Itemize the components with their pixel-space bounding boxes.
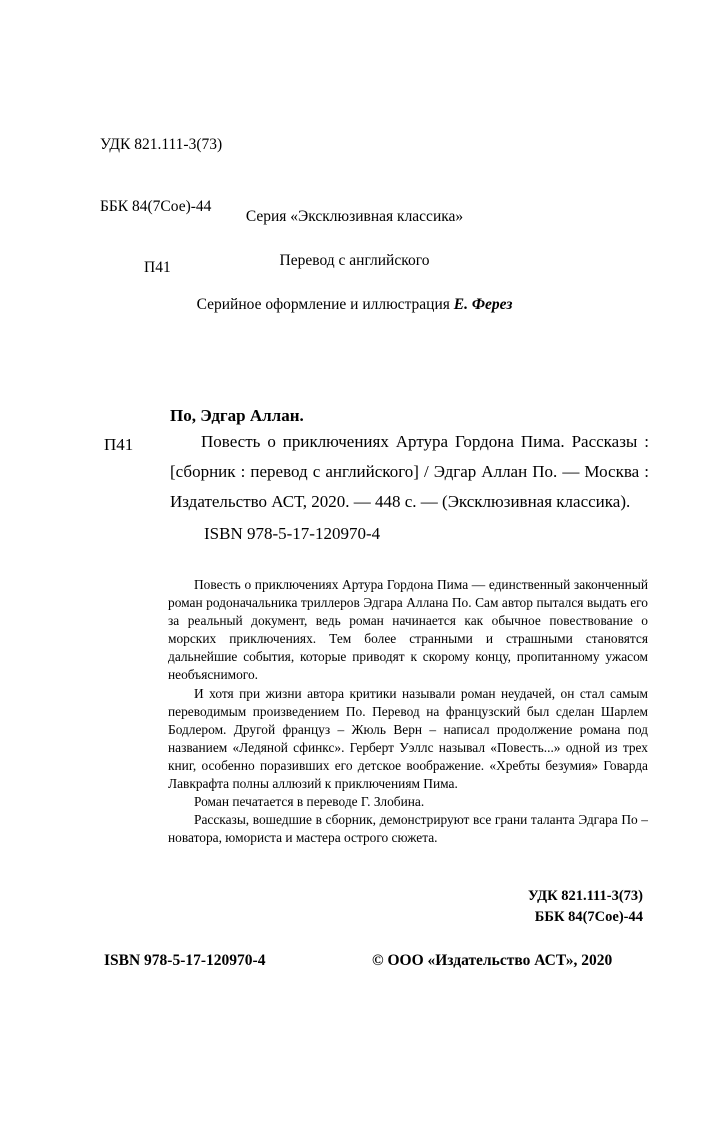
biblio-shelf-mark: П41 xyxy=(104,435,134,454)
biblio-description: Повесть о приключениях Артура Гордона Пима. Рассказы : [сборник : перевод с английского] / Эдгар Аллан По. — Москва : Издательство АСТ, 2020. — 448 с. — (Эксклюзивная классика). xyxy=(170,432,649,511)
footer-copyright: © ООО «Издательство АСТ», 2020 xyxy=(372,952,613,969)
annotation-paragraph-4: Рассказы, вошедшие в сборник, демонстрируют все грани таланта Эдгара По – новатора, юмориста и мастера острого сюжета. xyxy=(168,812,648,846)
series-information xyxy=(0,208,709,314)
udk-code-bottom: УДК 821.111-3(73) xyxy=(527,888,643,904)
series-name: Серия «Эксклюзивная классика» xyxy=(245,208,464,225)
book-annotation xyxy=(168,576,648,847)
annotation-paragraph-1: Повесть о приключениях Артура Гордона Пима — единственный законченный роман родоначальника триллеров Эдгара Аллана По. Сам автор пытался выдать его за реальный документ, ведь роман начинается как обычное повествование о морских приключениях. Тем более странными и страшными становятся дальнейшие события, которые приводят к скорому концу, пропитанному ужасом необъяснимого. xyxy=(168,577,648,683)
bbk-code-top: ББК 84(7Сое)-44 xyxy=(100,197,212,215)
biblio-isbn: ISBN 978-5-17-120970-4 xyxy=(204,524,381,543)
illustrator-name: Е. Ферез xyxy=(453,296,513,313)
footer-isbn: ISBN 978-5-17-120970-4 xyxy=(104,952,266,969)
annotation-paragraph-3: Роман печатается в переводе Г. Злобина. xyxy=(194,794,425,810)
annotation-paragraph-2: И хотя при жизни автора критики называли роман неудачей, он стал самым переводимым произведением По. Перевод на французский был сделан Шарлем Бодлером. Другой француз – Жюль Верн – написал продолжение романа под названием «Ледяной сфинкс». Герберт Уэллс называл «Повесть...» одной из трех книг, особенно поразивших его детское воображение. «Хребты безумия» Говарда Лавкрафта полны аллюзий к приключениям Пима. xyxy=(168,685,648,792)
design-credit-prefix: Серийное оформление и иллюстрация xyxy=(196,296,454,313)
classification-codes-bottom xyxy=(528,886,643,928)
biblio-author-heading: По, Эдгар Аллан. xyxy=(170,406,304,425)
translation-note: Перевод с английского xyxy=(279,252,430,269)
shelf-mark-top: П41 xyxy=(144,259,171,276)
design-credit xyxy=(0,296,709,314)
bibliographic-record xyxy=(104,404,649,549)
bbk-code-bottom: ББК 84(7Сое)-44 xyxy=(534,909,643,925)
udk-code-top: УДК 821.111-3(73) xyxy=(100,136,223,153)
